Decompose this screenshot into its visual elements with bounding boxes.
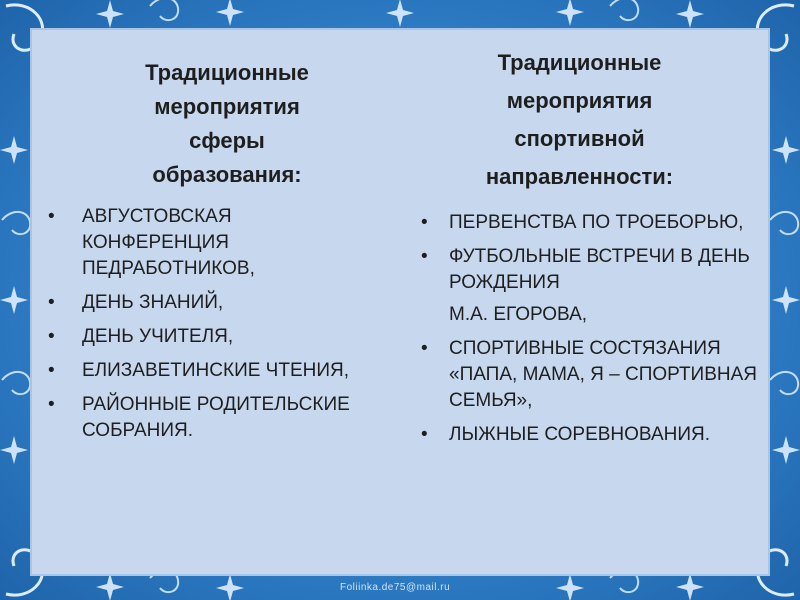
list-item-text: ДЕНЬ УЧИТЕЛЯ, [82, 326, 234, 347]
bullet-icon: • [48, 292, 55, 313]
list-item [48, 204, 352, 282]
list-item [48, 290, 352, 316]
list-item [48, 324, 352, 350]
list-item-text: ЕЛИЗАВЕТИНСКИЕ ЧТЕНИЯ, [82, 360, 349, 381]
heading-line: образования: [152, 162, 302, 187]
education-column [32, 30, 402, 452]
list-item-text: ПЕРВЕНСТВА ПО ТРОЕБОРЬЮ, [449, 212, 744, 233]
heading-line: мероприятия [154, 94, 300, 119]
list-item-text: АВГУСТОВСКАЯ КОНФЕРЕНЦИЯ ПЕДРАБОТНИКОВ, [82, 206, 255, 279]
heading-line: сферы [189, 128, 265, 153]
sports-column [397, 30, 772, 456]
bullet-icon: • [421, 246, 428, 267]
heading-line: Традиционные [145, 60, 309, 85]
list-item-text: СПОРТИВНЫЕ СОСТЯЗАНИЯ «ПАПА, МАМА, Я – СПОРТИВНАЯ СЕМЬЯ», [449, 338, 757, 411]
content-panel [30, 28, 770, 576]
bullet-icon: • [48, 326, 55, 347]
list-item [421, 336, 769, 414]
list-item [48, 358, 352, 384]
list-item-text: ДЕНЬ ЗНАНИЙ, [82, 292, 224, 313]
bullet-icon: • [48, 394, 55, 415]
list-item [421, 422, 769, 448]
education-list [32, 204, 402, 444]
list-item [48, 392, 352, 444]
bullet-icon: • [421, 212, 428, 233]
list-item-text: М.А. ЕГОРОВА, [449, 304, 588, 325]
bullet-icon: • [421, 424, 428, 445]
bullet-icon: • [48, 206, 55, 227]
list-item-text: ЛЫЖНЫЕ СОРЕВНОВАНИЯ. [449, 424, 711, 445]
heading-line: Традиционные [497, 50, 662, 75]
list-item [421, 210, 769, 236]
sports-heading [397, 30, 772, 196]
heading-line: спортивной [514, 126, 645, 151]
list-item-text: РАЙОННЫЕ РОДИТЕЛЬСКИЕ СОБРАНИЯ. [82, 394, 350, 441]
bullet-icon: • [421, 338, 428, 359]
education-heading [32, 30, 402, 192]
list-item-text: ФУТБОЛЬНЫЕ ВСТРЕЧИ В ДЕНЬ РОЖДЕНИЯ [449, 246, 750, 293]
heading-line: направленности: [485, 164, 674, 189]
sports-list [397, 210, 772, 448]
list-item [421, 244, 769, 296]
bullet-icon: • [48, 360, 55, 381]
footer-email: Foliinka.de75@mail.ru [340, 582, 451, 593]
list-item [449, 302, 769, 328]
heading-line: мероприятия [506, 88, 653, 113]
